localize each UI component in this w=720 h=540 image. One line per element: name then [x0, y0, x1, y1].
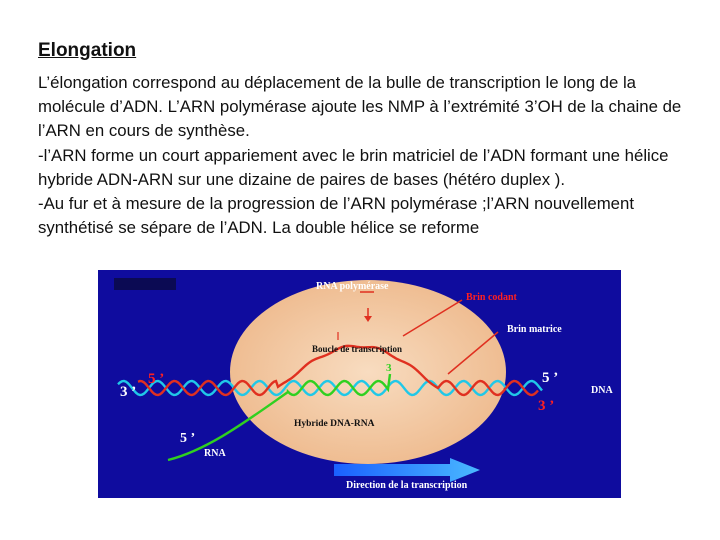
transcription-bubble — [230, 280, 506, 464]
diagram-svg — [98, 270, 621, 498]
smudge-mark — [114, 278, 176, 290]
paragraph-2: -l’ARN forme un court appariement avec le brin matriciel de l’ADN formant une hélice hybride ADN-ARN sur une dizaine de paires de bases (hétéro duplex ). — [38, 145, 669, 189]
label-5prime-left: 5 ’ — [148, 371, 165, 387]
label-5prime-rna: 5 ’ — [180, 431, 196, 446]
transcription-diagram — [98, 270, 621, 498]
label-rna: RNA — [204, 448, 226, 459]
label-dna: DNA — [591, 385, 613, 396]
paragraph-3: -Au fur et à mesure de la progression de l’ARN polymérase ;l’ARN nouvellement synthétisé se sépare de l’ADN. La double hélice se reforme — [38, 194, 635, 238]
label-rna-polymerase: RNA polymérase — [316, 281, 389, 292]
label-3prime-left: 3 ’ — [120, 384, 137, 400]
label-brin-codant: Brin codant — [466, 292, 517, 303]
label-boucle: Boucle de transcription — [312, 344, 402, 354]
label-3prime-rna: 3 — [386, 362, 392, 374]
section-heading: Elongation — [38, 40, 137, 61]
label-5prime-right: 5 ’ — [542, 370, 559, 386]
label-hybride: Hybride DNA-RNA — [294, 419, 375, 429]
label-brin-matrice: Brin matrice — [507, 324, 562, 335]
label-direction: Direction de la transcription — [346, 480, 468, 491]
body-text — [38, 71, 688, 240]
paragraph-1: L’élongation correspond au déplacement de la bulle de transcription le long de la molécule d’ADN. L’ARN polymérase ajoute les NMP à l’extrémité 3’OH de la chaine de l’ARN en cours de synthèse. — [38, 73, 682, 141]
label-3prime-right: 3 ’ — [538, 398, 555, 414]
